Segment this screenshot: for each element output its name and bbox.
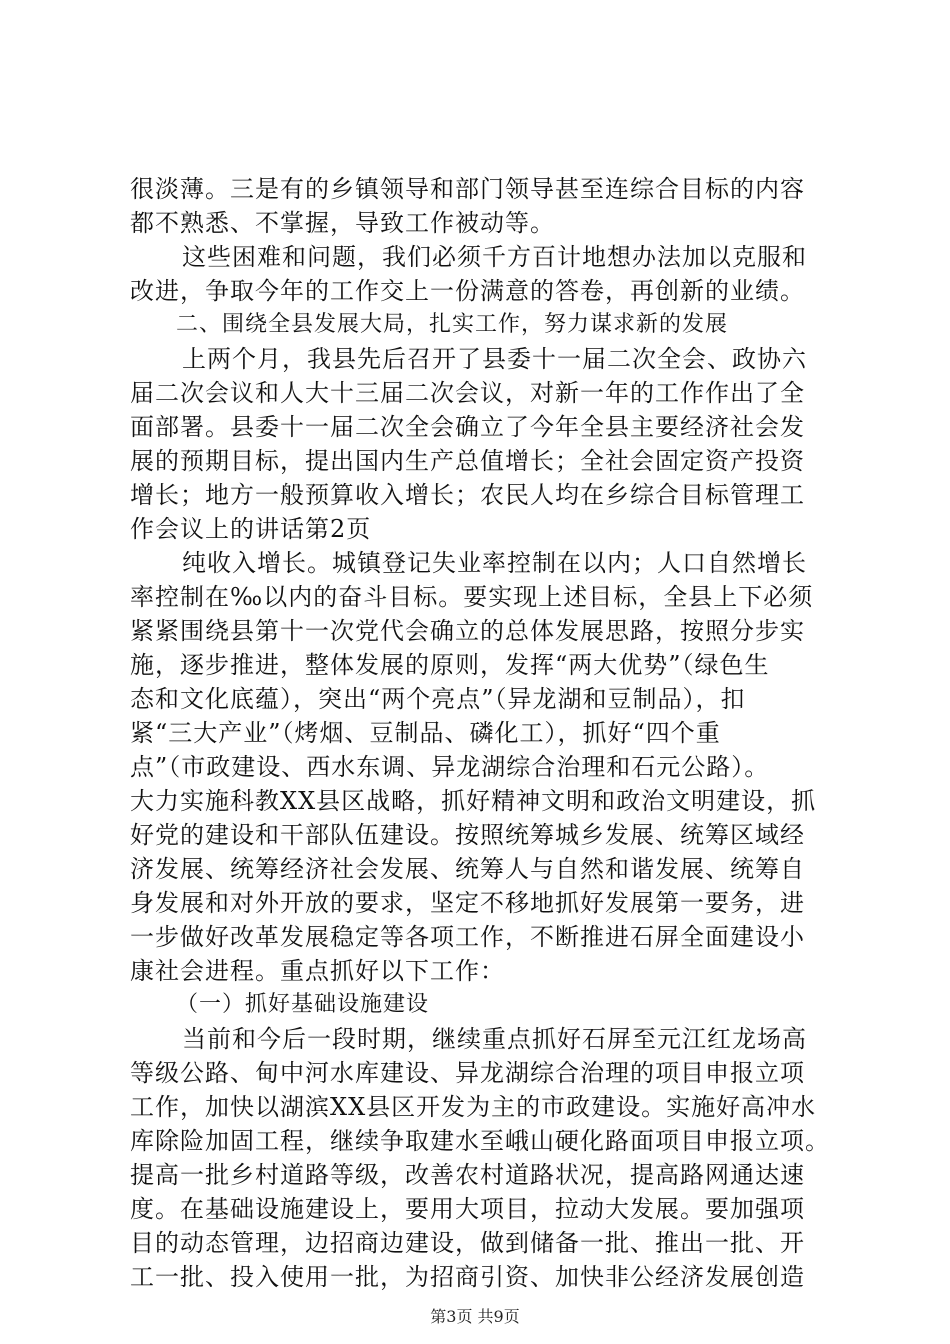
text-line: 很淡薄。三是有的乡镇领导和部门领导甚至连综合目标的内容 bbox=[130, 175, 805, 203]
text-line: 上两个月，我县先后召开了县委十一届二次全会、政协六 bbox=[182, 345, 807, 373]
text-line: 这些困难和问题，我们必须千方百计地想办法加以克服和 bbox=[182, 243, 807, 271]
text-line: 态和文化底蕴），突出“两个亮点”（异龙湖和豆制品），扣 bbox=[130, 685, 746, 713]
text-line: 身发展和对外开放的要求，坚定不移地抓好发展第一要务，进 bbox=[130, 889, 805, 917]
text-line: 好党的建设和干部队伍建设。按照统筹城乡发展、统筹区域经 bbox=[130, 821, 805, 849]
text-line: 目的动态管理，边招商边建设，做到储备一批、推出一批、开 bbox=[130, 1229, 805, 1257]
text-line: 当前和今后一段时期，继续重点抓好石屏至元江红龙场高 bbox=[182, 1025, 807, 1053]
text-line: 展的预期目标，提出国内生产总值增长；全社会固定资产投资 bbox=[130, 447, 805, 475]
text-line: 作会议上的讲话第2页 bbox=[130, 515, 372, 543]
text-line: 增长；地方一般预算收入增长；农民人均在乡综合目标管理工 bbox=[130, 481, 805, 509]
text-line: 大力实施科教XX县区战略，抓好精神文明和政治文明建设，抓 bbox=[130, 787, 817, 815]
text-line: 纯收入增长。城镇登记失业率控制在以内；人口自然增长 bbox=[182, 549, 807, 577]
text-line: 工作，加快以湖滨XX县区开发为主的市政建设。实施好高冲水 bbox=[130, 1093, 817, 1121]
text-line: 紧“三大产业”（烤烟、豆制品、磷化工），抓好“四个重 bbox=[130, 719, 721, 747]
text-line: 等级公路、甸中河水库建设、异龙湖综合治理的项目申报立项 bbox=[130, 1059, 805, 1087]
text-line: 工一批、投入使用一批，为招商引资、加快非公经济发展创造 bbox=[130, 1263, 805, 1291]
text-line: 都不熟悉、不掌握，导致工作被动等。 bbox=[130, 209, 555, 237]
text-line: 库除险加固工程，继续争取建水至峨山硬化路面项目申报立项。 bbox=[130, 1127, 830, 1155]
text-line: 度。在基础设施建设上，要用大项目，拉动大发展。要加强项 bbox=[130, 1195, 805, 1223]
text-line: 改进，争取今年的工作交上一份满意的答卷，再创新的业绩。 bbox=[130, 277, 805, 305]
text-line: 届二次会议和人大十三届二次会议，对新一年的工作作出了全 bbox=[130, 379, 805, 407]
text-line: 提高一批乡村道路等级，改善农村道路状况，提高路网通达速 bbox=[130, 1161, 805, 1189]
text-line: 点”（市政建设、西水东调、异龙湖综合治理和石元公路）。 bbox=[130, 753, 770, 781]
text-line: 一步做好改革发展稳定等各项工作，不断推进石屏全面建设小 bbox=[130, 923, 805, 951]
text-line: 率控制在‰以内的奋斗目标。要实现上述目标，全县上下必须 bbox=[130, 583, 814, 611]
subsection-heading: （一）抓好基础设施建设 bbox=[176, 992, 430, 1017]
text-line: 紧紧围绕县第十一次党代会确立的总体发展思路，按照分步实 bbox=[130, 617, 805, 645]
text-line: 济发展、统筹经济社会发展、统筹人与自然和谐发展、统筹自 bbox=[130, 855, 805, 883]
text-line: 施，逐步推进，整体发展的原则，发挥“两大优势”（绿色生 bbox=[130, 651, 770, 679]
page-number-footer: 第3页 共9页 bbox=[430, 1307, 520, 1326]
section-heading: 二、围绕全县发展大局，扎实工作，努力谋求新的发展 bbox=[176, 312, 729, 337]
text-line: 康社会进程。重点抓好以下工作： bbox=[130, 957, 505, 985]
text-line: 面部署。县委十一届二次全会确立了今年全县主要经济社会发 bbox=[130, 413, 805, 441]
